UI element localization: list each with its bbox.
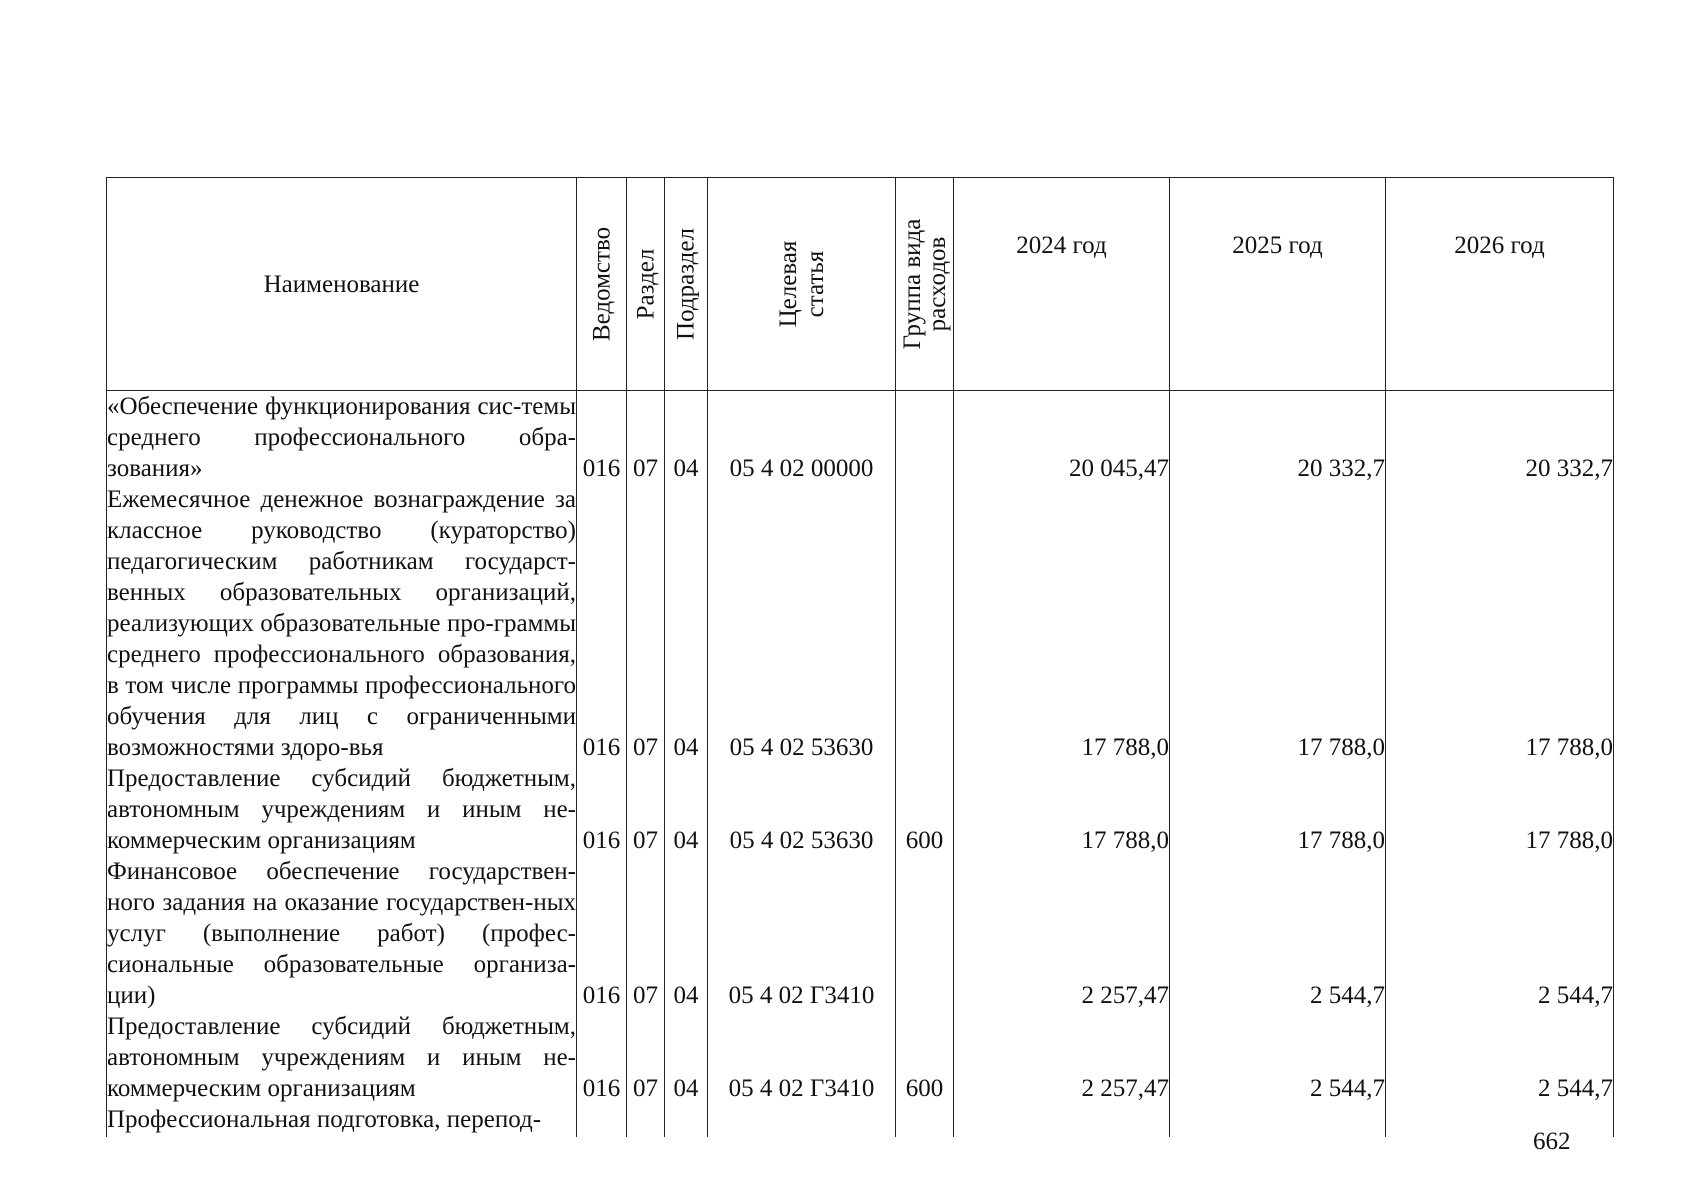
- row-section: 07: [627, 391, 665, 485]
- header-year-2025: [1170, 178, 1386, 391]
- row-name: Предоставление субсидий бюджетным, автономным учреждениям и иным не-коммерческим организациям: [107, 1013, 576, 1102]
- table-row: [107, 391, 1614, 485]
- row-name: Ежемесячное денежное вознаграждение за классное руководство (кураторство) педагогическим работникам государст-венных образовательных организаций, реализующих образовательные про-граммы среднего профессионального образования, в том числе программы профессионального обучения для лиц с ограниченными возможностями здоро-вья: [107, 486, 576, 761]
- row-subsection: 04: [665, 391, 708, 485]
- row-value-2025: 20 332,7: [1170, 391, 1386, 485]
- row-value-2026: 2 544,7: [1386, 856, 1614, 1011]
- row-group: [896, 1104, 954, 1137]
- row-subsection: 04: [665, 1011, 708, 1104]
- row-value-2026: 20 332,7: [1386, 391, 1614, 485]
- row-group: [896, 484, 954, 763]
- page-number: 662: [1533, 1128, 1571, 1155]
- header-expense-group-text: Группа вида расходов: [898, 218, 951, 350]
- header-name: [107, 178, 577, 391]
- header-year-2024-text: 2024 год: [1016, 232, 1107, 259]
- header-year-2026-text: 2026 год: [1454, 232, 1545, 259]
- row-section: [627, 1104, 665, 1137]
- row-name: Финансовое обеспечение государствен-ного задания на оказание государствен-ных услуг (выполнение работ) (профес-сиональные образовательные организа-ции): [107, 858, 576, 1009]
- budget-table: [106, 177, 1614, 1137]
- header-target-item: [708, 178, 896, 391]
- header-department-text: Ведомство: [588, 226, 615, 342]
- header-expense-group: [896, 178, 954, 391]
- row-value-2024: 17 788,0: [954, 484, 1170, 763]
- header-department: [577, 178, 627, 391]
- row-target: 05 4 02 53630: [708, 484, 896, 763]
- table-header-row: [107, 178, 1614, 391]
- header-subsection: [665, 178, 708, 391]
- row-value-2026: 17 788,0: [1386, 763, 1614, 856]
- row-value-2024: 2 257,47: [954, 856, 1170, 1011]
- header-section-text: Раздел: [632, 248, 659, 320]
- row-target: 05 4 02 Г3410: [708, 1011, 896, 1104]
- row-name: Предоставление субсидий бюджетным, автономным учреждениям и иным не-коммерческим организациям: [107, 765, 576, 854]
- table-row: [107, 484, 1614, 763]
- budget-table-container: [106, 177, 1614, 1137]
- row-department: 016: [577, 763, 627, 856]
- row-department: 016: [577, 391, 627, 485]
- header-year-2026: [1386, 178, 1614, 391]
- row-value-2024: [954, 1104, 1170, 1137]
- row-value-2025: 17 788,0: [1170, 763, 1386, 856]
- row-section: 07: [627, 484, 665, 763]
- row-value-2024: 17 788,0: [954, 763, 1170, 856]
- row-section: 07: [627, 856, 665, 1011]
- row-value-2025: 2 544,7: [1170, 856, 1386, 1011]
- row-target: 05 4 02 00000: [708, 391, 896, 485]
- row-department: 016: [577, 484, 627, 763]
- row-section: 07: [627, 763, 665, 856]
- row-group: 600: [896, 763, 954, 856]
- table-row: [107, 763, 1614, 856]
- row-value-2026: [1386, 1104, 1614, 1137]
- header-year-2025-text: 2025 год: [1232, 232, 1323, 259]
- row-value-2025: 17 788,0: [1170, 484, 1386, 763]
- row-value-2024: 2 257,47: [954, 1011, 1170, 1104]
- table-row: [107, 1104, 1614, 1137]
- row-name: Профессиональная подготовка, перепод-: [107, 1104, 577, 1137]
- row-value-2026: 17 788,0: [1386, 484, 1614, 763]
- row-group: [896, 856, 954, 1011]
- row-subsection: 04: [665, 484, 708, 763]
- row-group: 600: [896, 1011, 954, 1104]
- header-section: [627, 178, 665, 391]
- row-target: 05 4 02 53630: [708, 763, 896, 856]
- row-target: [708, 1104, 896, 1137]
- header-year-2024: [954, 178, 1170, 391]
- row-department: [577, 1104, 627, 1137]
- table-row: [107, 1011, 1614, 1104]
- row-value-2024: 20 045,47: [954, 391, 1170, 485]
- row-value-2025: 2 544,7: [1170, 1011, 1386, 1104]
- row-subsection: 04: [665, 763, 708, 856]
- header-subsection-text: Подраздел: [672, 228, 700, 340]
- row-target: 05 4 02 Г3410: [708, 856, 896, 1011]
- row-value-2025: [1170, 1104, 1386, 1137]
- row-subsection: [665, 1104, 708, 1137]
- row-subsection: 04: [665, 856, 708, 1011]
- header-target-item-text: Целевая статья: [774, 240, 829, 328]
- row-name: «Обеспечение функционирования сис-темы среднего профессионального обра-зования»: [107, 391, 577, 485]
- row-department: 016: [577, 856, 627, 1011]
- table-row: [107, 856, 1614, 1011]
- row-section: 07: [627, 1011, 665, 1104]
- row-group: [896, 391, 954, 485]
- header-name-text: Наименование: [263, 270, 420, 298]
- row-department: 016: [577, 1011, 627, 1104]
- row-value-2026: 2 544,7: [1386, 1011, 1614, 1104]
